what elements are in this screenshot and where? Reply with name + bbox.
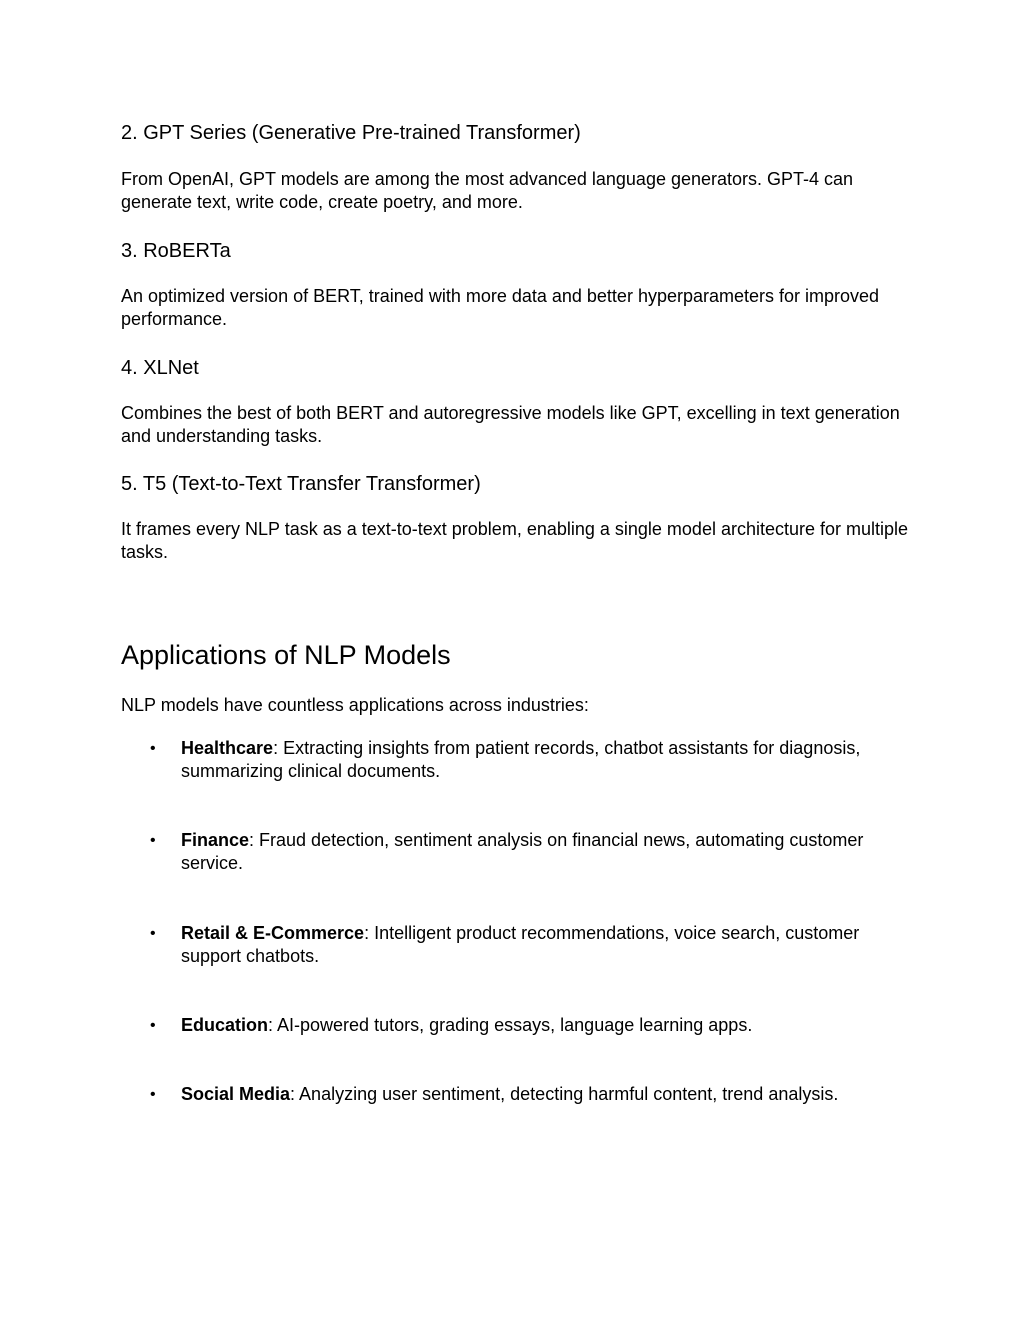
model-heading-roberta: 3. RoBERTa: [121, 240, 231, 262]
list-item-term: Social Media: [181, 1084, 291, 1104]
list-item-text: : Intelligent product recommendations, voice search, customer support chatbots.: [181, 923, 860, 966]
model-heading-gpt: 2. GPT Series (Generative Pre-trained Transformer): [121, 122, 581, 144]
list-item-text: : Fraud detection, sentiment analysis on financial news, automating customer service.: [181, 830, 864, 873]
bullet-icon: •: [150, 740, 156, 757]
model-heading-xlnet: 4. XLNet: [121, 357, 199, 379]
list-item-text: : AI-powered tutors, grading essays, language learning apps.: [268, 1015, 753, 1035]
list-item-content: [181, 922, 871, 968]
list-item-term: Finance: [181, 830, 250, 850]
list-item-term: Retail & E-Commerce: [181, 923, 365, 943]
list-item-content: [181, 1014, 871, 1037]
list-item-term: Healthcare: [181, 738, 274, 758]
bullet-icon: •: [150, 1086, 156, 1103]
list-item-content: [181, 829, 871, 875]
list-item-text: : Analyzing user sentiment, detecting harmful content, trend analysis.: [290, 1084, 839, 1104]
applications-intro: NLP models have countless applications across industries:: [121, 695, 589, 715]
model-heading-t5: 5. T5 (Text-to-Text Transfer Transformer): [121, 473, 481, 495]
bullet-icon: •: [150, 1017, 156, 1034]
applications-heading: Applications of NLP Models: [121, 640, 451, 670]
model-description-t5: It frames every NLP task as a text-to-text problem, enabling a single model architecture for multiple tasks.: [121, 519, 909, 562]
list-item-content: [181, 1083, 871, 1106]
model-description-xlnet: Combines the best of both BERT and autoregressive models like GPT, excelling in text generation and understanding tasks.: [121, 403, 900, 446]
bullet-icon: •: [150, 832, 156, 849]
list-item-term: Education: [181, 1015, 269, 1035]
bullet-icon: •: [150, 925, 156, 942]
list-item-text: : Extracting insights from patient records, chatbot assistants for diagnosis, summarizing clinical documents.: [181, 738, 861, 781]
list-item-content: [181, 737, 871, 783]
model-description-roberta: An optimized version of BERT, trained with more data and better hyperparameters for improved performance.: [121, 286, 880, 329]
model-description-gpt: From OpenAI, GPT models are among the most advanced language generators. GPT-4 can generate text, write code, create poetry, and more.: [121, 169, 854, 212]
